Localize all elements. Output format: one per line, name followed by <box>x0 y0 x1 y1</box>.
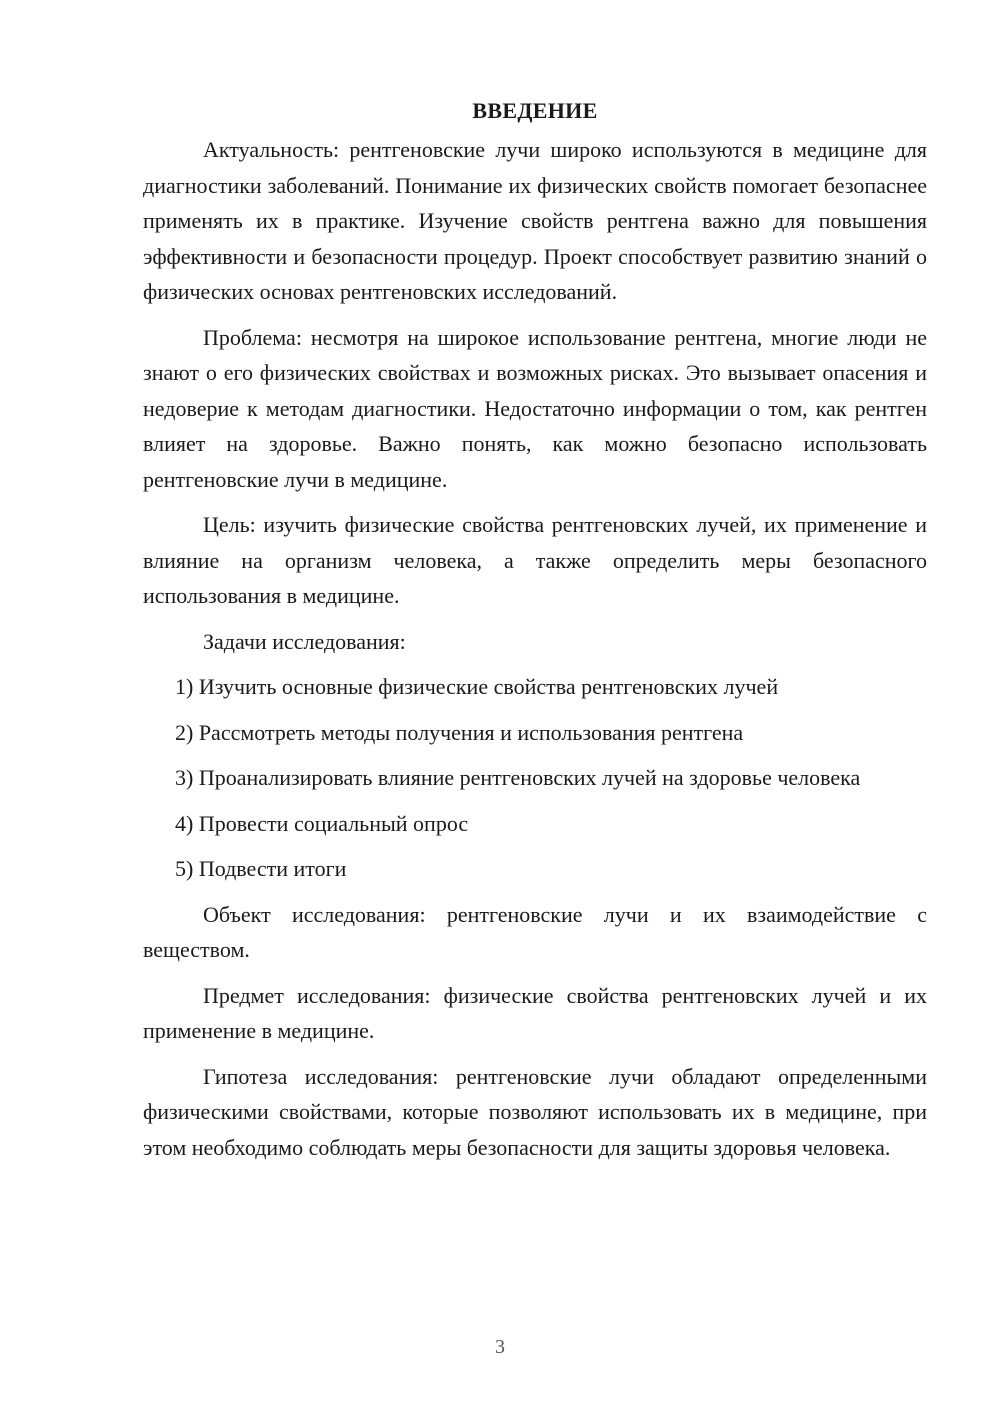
page-content <box>143 96 927 1165</box>
paragraph-relevance: Актуальность: рентгеновские лучи широко используются в медицине для диагностики заболеваний. Понимание их физических свойств помогает безопаснее применять их в практике. Изучение свойств рентгена важно для повышения эффективности и безопасности процедур. Проект способствует развитию знаний о физических основах рентгеновских исследований. <box>143 137 927 304</box>
paragraph-goal: Цель: изучить физические свойства рентгеновских лучей, их применение и влияние на организм человека, а также определить меры безопасного использования в медицине. <box>143 512 927 608</box>
tasks-heading: Задачи исследования: <box>203 628 406 654</box>
paragraph-problem: Проблема: несмотря на широкое использование рентгена, многие люди не знают о его физических свойствах и возможных рисках. Это вызывает опасения и недоверие к методам диагностики. Недостаточно информации о том, как рентген влияет на здоровье. Важно понять, как можно безопасно использовать рентгеновские лучи в медицине. <box>143 324 927 492</box>
task-item-2: 2) Рассмотреть методы получения и использования рентгена <box>175 719 744 745</box>
task-item-3: 3) Проанализировать влияние рентгеновских лучей на здоровье человека <box>175 765 861 790</box>
paragraph-subject: Предмет исследования: физические свойства рентгеновских лучей и их применение в медицине. <box>143 982 927 1043</box>
paragraph-object: Объект исследования: рентгеновские лучи и их взаимодействие с веществом. <box>143 901 927 962</box>
paragraph-hypothesis: Гипотеза исследования: рентгеновские лучи обладают определенными физическими свойствами, которые позволяют использовать их в медицине, при этом необходимо соблюдать меры безопасности для защиты здоровья человека. <box>143 1063 927 1160</box>
task-item-5: 5) Подвести итоги <box>175 856 347 881</box>
task-item-1: 1) Изучить основные физические свойства рентгеновских лучей <box>175 674 779 699</box>
page-title: ВВЕДЕНИЕ <box>472 98 598 123</box>
page-number: 3 <box>495 1336 505 1358</box>
task-item-4: 4) Провести социальный опрос <box>175 810 469 836</box>
